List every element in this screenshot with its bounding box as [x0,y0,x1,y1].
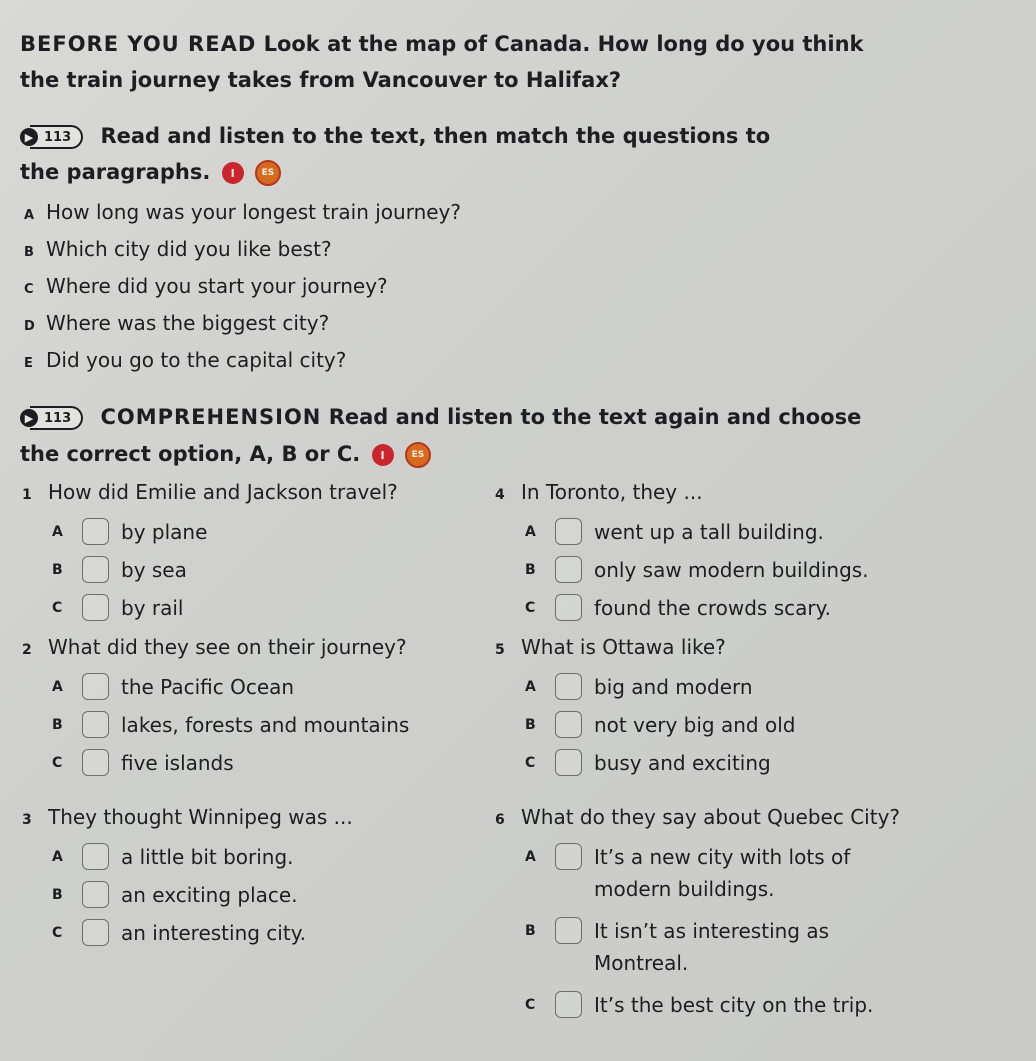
section1-instruction-line2 [20,160,281,186]
answer-option [525,991,873,1018]
option-letter: B [52,561,63,578]
option-letter: C [525,599,536,616]
question-number: 5 [495,642,505,658]
before-you-read-text: Look at the map of Canada. How long do you think [263,32,864,56]
es-badge-icon: ES [255,160,281,186]
answer-option [52,919,306,946]
answer-option [52,711,409,738]
question-letter: A [24,208,35,223]
question-text: Which city did you like best? [46,237,332,261]
answer-option [52,556,187,583]
section1-instruction-text2: the paragraphs. [20,160,211,184]
question-text: What did they see on their journey? [48,635,407,659]
answer-option [525,749,771,776]
individual-badge-icon: I [372,444,394,466]
question-text: How long was your longest train journey? [46,200,461,224]
section2-instruction-text: Read and listen to the text again and choose [328,405,862,429]
answer-checkbox[interactable] [555,673,582,700]
answer-option [525,518,824,545]
question-letter: B [24,245,34,260]
option-letter: A [525,848,536,865]
question-number: 1 [22,487,32,503]
option-text: the Pacific Ocean [121,674,295,699]
option-text: busy and exciting [594,750,771,775]
option-letter: A [52,523,63,540]
comprehension-question [22,805,353,829]
section2-instruction-line1 [20,405,861,430]
option-text: lakes, forests and mountains [121,712,410,737]
answer-option [525,711,795,738]
option-text: an interesting city. [121,920,307,945]
option-letter: C [52,599,63,616]
answer-checkbox[interactable] [82,594,109,621]
es-badge-icon: ES [405,442,431,468]
question-text: Where did you start your journey? [46,274,388,298]
answer-checkbox[interactable] [82,881,109,908]
answer-checkbox[interactable] [82,711,109,738]
track-number: 113 [30,125,83,149]
question-letter: D [24,319,35,334]
option-text: It isn’t as interesting as [594,918,830,943]
answer-option [52,673,294,700]
answer-checkbox[interactable] [555,594,582,621]
comprehension-question [495,635,726,659]
answer-checkbox[interactable] [555,711,582,738]
option-text: It’s a new city with lots of [594,844,851,869]
match-question-item [24,311,329,335]
question-text: In Toronto, they ... [521,480,703,504]
option-text: a little bit boring. [121,844,294,869]
question-text: They thought Winnipeg was ... [48,805,353,829]
answer-checkbox[interactable] [555,843,582,870]
option-letter: B [52,716,63,733]
answer-checkbox[interactable] [555,991,582,1018]
comprehension-question [495,805,900,829]
answer-option [525,673,753,700]
comprehension-question [22,635,407,659]
answer-checkbox[interactable] [555,749,582,776]
match-question-item [24,200,461,224]
track-number: 113 [30,406,83,430]
option-letter: A [525,678,536,695]
answer-checkbox[interactable] [82,673,109,700]
speaker-icon: ▶ [20,128,38,146]
option-letter: B [525,922,536,939]
answer-option [52,843,294,870]
comprehension-question [495,480,703,504]
option-text: went up a tall building. [594,519,824,544]
answer-option [525,594,831,621]
audio-track-button[interactable] [20,125,83,149]
question-letter: C [24,282,34,297]
option-text: big and modern [594,674,753,699]
option-text: only saw modern buildings. [594,557,869,582]
option-letter: C [525,754,536,771]
answer-option [52,881,298,908]
answer-option [52,594,183,621]
option-letter: C [52,754,63,771]
match-question-item [24,348,346,372]
answer-checkbox[interactable] [555,556,582,583]
section1-instruction-text: Read and listen to the text, then match the questions to [100,124,771,148]
match-question-item [24,237,332,261]
answer-option [525,843,850,870]
question-number: 4 [495,487,505,503]
option-letter: C [525,996,536,1013]
section2-instruction-text2: the correct option, A, B or C. [20,442,361,466]
before-you-read-line2: the train journey takes from Vancouver to Halifax? [20,68,622,92]
question-letter: E [24,356,33,371]
answer-option [525,917,829,944]
answer-checkbox[interactable] [82,919,109,946]
answer-option [52,749,234,776]
option-letter: A [52,848,63,865]
answer-checkbox[interactable] [82,843,109,870]
option-text: by rail [121,595,184,620]
option-letter: B [52,886,63,903]
option-letter: A [52,678,63,695]
option-text: by plane [121,519,208,544]
option-text: an exciting place. [121,882,298,907]
comprehension-label: COMPREHENSION [100,405,322,429]
option-letter: A [525,523,536,540]
section1-instruction-line1 [20,124,770,149]
option-text-continued: Montreal. [594,951,689,975]
speaker-icon: ▶ [20,409,38,427]
audio-track-button[interactable] [20,406,83,430]
section2-instruction-line2 [20,442,431,468]
individual-badge-icon: I [222,162,244,184]
match-question-item [24,274,388,298]
option-letter: B [525,561,536,578]
before-you-read-line1 [20,32,864,56]
option-text-continued: modern buildings. [594,877,775,901]
question-number: 2 [22,642,32,658]
option-text: not very big and old [594,712,796,737]
answer-checkbox[interactable] [82,749,109,776]
answer-checkbox[interactable] [555,518,582,545]
option-letter: B [525,716,536,733]
answer-option [52,518,207,545]
question-text: Did you go to the capital city? [46,348,347,372]
question-text: Where was the biggest city? [46,311,330,335]
question-text: How did Emilie and Jackson travel? [48,480,398,504]
answer-checkbox[interactable] [82,556,109,583]
question-text: What is Ottawa like? [521,635,726,659]
question-number: 3 [22,812,32,828]
question-number: 6 [495,812,505,828]
option-letter: C [52,924,63,941]
before-you-read-label: BEFORE YOU READ [20,32,257,56]
option-text: It’s the best city on the trip. [594,992,874,1017]
answer-checkbox[interactable] [82,518,109,545]
question-text: What do they say about Quebec City? [521,805,901,829]
option-text: by sea [121,557,187,582]
comprehension-question [22,480,398,504]
option-text: five islands [121,750,234,775]
answer-option [525,556,869,583]
option-text: found the crowds scary. [594,595,831,620]
answer-checkbox[interactable] [555,917,582,944]
